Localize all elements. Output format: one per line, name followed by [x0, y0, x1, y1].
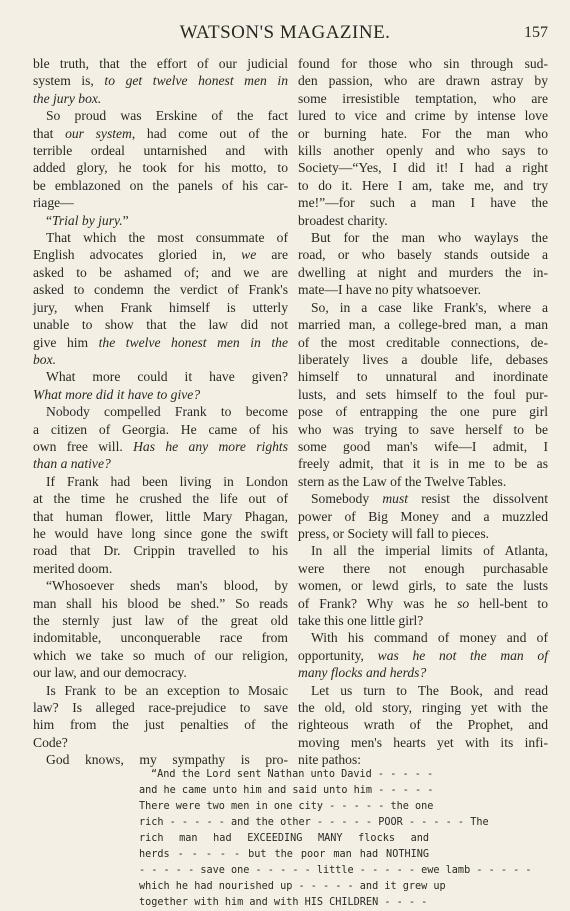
- text-line: [33, 107, 288, 124]
- text-line: [33, 316, 288, 333]
- text-line: [33, 421, 288, 438]
- text-segment: jury, when Frank himself is utterly: [33, 299, 288, 315]
- text-line: [298, 316, 548, 333]
- text-line: [298, 542, 548, 559]
- text-segment: dwelling at night and murders the in-: [298, 264, 548, 280]
- text-line: [298, 421, 548, 438]
- page-header: [0, 14, 570, 43]
- text-segment: kills another openly and who says to: [298, 143, 548, 159]
- italic-text: the twelve honest men in the: [98, 334, 288, 350]
- text-line: [33, 490, 288, 507]
- text-line: [298, 125, 548, 142]
- text-line: [298, 403, 548, 420]
- quote-line: rich man had EXCEEDING MANY flocks and: [139, 833, 429, 844]
- text-segment: a citizen of Georgia. He came of his: [33, 421, 288, 437]
- text-line: [298, 664, 548, 681]
- text-line: [33, 159, 288, 176]
- text-line: [33, 194, 288, 211]
- text-segment: ble truth, that the effort of our judicial: [33, 56, 288, 71]
- text-segment: press, or Society will fall to pieces.: [298, 525, 490, 541]
- text-line: [33, 229, 288, 246]
- text-segment: our law, and our democracy.: [33, 665, 187, 681]
- text-segment: Let us turn to The Book, and read: [311, 682, 548, 698]
- text-line: [298, 455, 548, 472]
- text-segment: With his command of money and of: [311, 630, 548, 646]
- text-segment: “Whosoever sheds man's blood, by: [46, 578, 288, 594]
- text-segment: take this one little girl?: [298, 613, 424, 628]
- text-segment: that: [33, 125, 66, 141]
- text-line: [298, 508, 548, 525]
- italic-text: many flocks and herds?: [298, 665, 427, 681]
- text-segment: resist the dissolvent: [408, 491, 548, 507]
- text-segment: “: [46, 212, 53, 228]
- text-segment: of the most creditable connections, de-: [298, 334, 548, 350]
- text-line: [33, 473, 288, 490]
- text-segment: Somebody: [311, 491, 383, 507]
- text-segment: he would have long since gone the swift: [33, 525, 288, 541]
- italic-text: Has he any more rights: [133, 438, 288, 454]
- text-segment: own free will.: [33, 438, 134, 454]
- text-segment: asked to be ashamed of; and we are: [33, 264, 288, 280]
- text-segment: hell-bent to: [469, 595, 549, 611]
- right-column: [298, 55, 548, 769]
- text-segment: But for the man who waylays the: [311, 230, 548, 246]
- text-line: [298, 177, 548, 194]
- text-line: [33, 351, 288, 368]
- text-segment: riage—: [33, 195, 74, 211]
- text-line: [298, 142, 548, 159]
- text-segment: power of Big Money and a muzzled: [298, 508, 548, 524]
- text-line: [298, 212, 548, 229]
- text-line: [298, 716, 548, 733]
- text-line: [33, 525, 288, 542]
- page-number: 157: [524, 24, 548, 41]
- text-segment: What more could it have given?: [46, 369, 288, 385]
- text-line: [33, 299, 288, 316]
- italic-text: box.: [33, 351, 57, 367]
- text-segment: ”: [122, 212, 129, 228]
- text-line: [298, 647, 548, 664]
- text-line: [298, 159, 548, 176]
- text-line: [298, 264, 548, 281]
- text-line: [33, 734, 288, 751]
- scripture-quotation: [139, 767, 532, 911]
- text-line: [33, 403, 288, 420]
- text-segment: mate—I have no pity whatsoever.: [298, 282, 482, 298]
- text-segment: God knows, my sympathy is pro-: [46, 752, 288, 768]
- italic-text: Trial by jury.: [52, 212, 123, 228]
- text-segment: or burning hate. For the man who: [298, 125, 548, 141]
- text-segment: righteous wrath of the Prophet, and: [298, 717, 548, 733]
- text-line: [298, 194, 548, 211]
- text-line: [33, 125, 288, 142]
- text-segment: nite pathos:: [298, 752, 362, 768]
- italic-text: to get twelve honest men in: [104, 73, 288, 89]
- italic-text: our system: [65, 125, 132, 141]
- text-segment: Code?: [33, 734, 68, 750]
- text-line: [33, 560, 288, 577]
- text-segment: of Frank? Why was he: [298, 595, 458, 611]
- text-line: [33, 72, 288, 89]
- text-line: [33, 246, 288, 263]
- text-segment: women, or lewd girls, to sate the lusts: [298, 578, 548, 594]
- text-segment: So proud was Erskine of the fact: [46, 108, 288, 124]
- quote-line: herds - - - - - but the poor man had NOTHING: [139, 849, 429, 860]
- text-line: [33, 577, 288, 594]
- quote-line: which he had nourished up - - - - - and it grew up: [139, 881, 446, 892]
- text-line: [33, 386, 288, 403]
- text-segment: at the time he crushed the life out of: [33, 491, 288, 507]
- text-line: [33, 177, 288, 194]
- text-line: [33, 368, 288, 385]
- text-segment: freely admit, that it is in me to be as: [298, 456, 548, 472]
- text-line: [298, 299, 548, 316]
- text-line: [33, 55, 288, 72]
- text-line: [298, 386, 548, 403]
- text-line: [298, 368, 548, 385]
- text-segment: broadest charity.: [298, 212, 388, 228]
- text-line: [33, 664, 288, 681]
- text-line: [298, 699, 548, 716]
- text-line: [298, 72, 548, 89]
- text-line: [298, 351, 548, 368]
- quote-line: rich - - - - - and the other - - - - - POOR - - - - - The: [139, 817, 489, 828]
- text-line: [33, 142, 288, 159]
- text-segment: him from the just penalties of the: [33, 717, 288, 733]
- text-segment: found for those who sin through sud-: [298, 56, 548, 71]
- text-segment: That which the most consummate of: [46, 230, 288, 246]
- text-line: [33, 438, 288, 455]
- quote-line: and he came unto him and said unto him - - - - -: [139, 785, 434, 796]
- text-segment: If Frank had been living in London: [46, 473, 288, 489]
- left-column: [33, 55, 288, 769]
- text-segment: lured to vice and crime by intense love: [298, 108, 548, 124]
- text-segment: lusts, and sets himself to the foul pur-: [298, 386, 548, 402]
- text-segment: added glory, he took for his motto, to: [33, 160, 288, 176]
- text-line: [33, 699, 288, 716]
- italic-text: so: [457, 595, 470, 611]
- text-segment: stern as the Law of the Twelve Tables.: [298, 473, 507, 489]
- text-segment: some irresistible temptation, who are: [298, 90, 548, 106]
- text-segment: In all the imperial limits of Atlanta,: [311, 543, 548, 559]
- text-segment: merited doom.: [33, 560, 113, 576]
- text-segment: me!”—for such a man I have the: [298, 195, 548, 211]
- text-line: [298, 734, 548, 751]
- text-line: [33, 542, 288, 559]
- text-segment: system is,: [33, 73, 105, 89]
- text-line: [33, 612, 288, 629]
- text-line: [33, 716, 288, 733]
- quote-line: There were two men in one city - - - - - the one: [139, 801, 434, 812]
- text-segment: indomitable, unconquerable race from: [33, 630, 288, 646]
- text-line: [298, 682, 548, 699]
- text-line: [33, 508, 288, 525]
- quote-line: - - - - - save one - - - - - little - - - - - ewe lamb - - - - -: [139, 865, 532, 876]
- text-line: [33, 90, 288, 107]
- text-segment: pose of entrapping the one pure girl: [298, 404, 548, 420]
- text-line: [298, 577, 548, 594]
- italic-text: than a native?: [33, 456, 111, 472]
- text-segment: road that Dr. Crippin travelled to his: [33, 543, 288, 559]
- text-segment: liberately lives a double life, debases: [298, 351, 548, 367]
- italic-text: was he not the man of: [377, 647, 548, 663]
- text-line: [298, 560, 548, 577]
- text-segment: married man, a college-bred man, a man: [298, 317, 548, 333]
- quote-line: “And the Lord sent Nathan unto David - - - - -: [151, 769, 434, 780]
- quote-line: together with him and with HIS CHILDREN - - - -: [139, 897, 428, 908]
- text-segment: himself to unnatural and inordinate: [298, 369, 548, 385]
- italic-text: the jury box.: [33, 90, 102, 106]
- text-line: [298, 246, 548, 263]
- text-line: [33, 595, 288, 612]
- text-segment: terrible ordeal untarnished and with: [33, 143, 288, 159]
- text-segment: to do it. Here I am, take me, and try: [298, 177, 548, 193]
- text-line: [298, 229, 548, 246]
- text-segment: the old, old story, ringing yet with the: [298, 700, 548, 716]
- text-line: [33, 212, 288, 229]
- text-line: [298, 55, 548, 72]
- text-line: [33, 334, 288, 351]
- text-segment: asked to condemn the verdict of Frank's: [33, 282, 288, 298]
- text-segment: some good man's wife—I admit, I: [298, 438, 548, 454]
- text-segment: unable to show that the law did not: [33, 317, 288, 333]
- text-line: [298, 90, 548, 107]
- text-segment: the sternly just law of the great old: [33, 613, 288, 628]
- text-segment: were there not enough purchasable: [298, 560, 548, 576]
- text-segment: moving men's hearts yet with its infi-: [298, 734, 548, 750]
- text-segment: are: [256, 247, 288, 263]
- text-line: [298, 595, 548, 612]
- text-segment: English advocates gloried in,: [33, 247, 242, 263]
- text-segment: that human flower, little Mary Phagan,: [33, 508, 288, 524]
- text-line: [298, 107, 548, 124]
- text-segment: which we take so much of our religion,: [33, 647, 288, 663]
- text-line: [33, 647, 288, 664]
- text-line: [298, 612, 548, 629]
- text-segment: be emblazoned on the panels of his car-: [33, 177, 288, 193]
- italic-text: must: [382, 491, 409, 507]
- text-segment: den passion, who are drawn astray by: [298, 73, 548, 89]
- italic-text: we: [241, 247, 257, 263]
- text-segment: opportunity,: [298, 647, 378, 663]
- text-line: [33, 281, 288, 298]
- text-segment: who was trying to save herself to be: [298, 421, 548, 437]
- text-line: [298, 629, 548, 646]
- running-title: WATSON'S MAGAZINE.: [179, 22, 391, 43]
- text-line: [298, 438, 548, 455]
- text-line: [298, 473, 548, 490]
- text-segment: Nobody compelled Frank to become: [46, 404, 288, 420]
- text-line: [33, 455, 288, 472]
- text-line: [33, 629, 288, 646]
- text-line: [298, 490, 548, 507]
- text-segment: road, or who basely stands outside a: [298, 247, 548, 263]
- text-line: [298, 525, 548, 542]
- text-line: [33, 682, 288, 699]
- text-line: [33, 264, 288, 281]
- text-segment: give him: [33, 334, 99, 350]
- text-line: [298, 281, 548, 298]
- text-segment: , had come out of the: [131, 125, 288, 141]
- text-segment: So, in a case like Frank's, where a: [311, 299, 548, 315]
- text-segment: Is Frank to be an exception to Mosaic: [46, 682, 288, 698]
- text-line: [298, 334, 548, 351]
- italic-text: What more did it have to give?: [33, 386, 201, 402]
- text-segment: law? Is alleged race-prejudice to save: [33, 700, 288, 716]
- text-segment: Society—“Yes, I did it! I had a right: [298, 160, 548, 176]
- text-segment: man shall his blood be shed.” So reads: [33, 595, 288, 611]
